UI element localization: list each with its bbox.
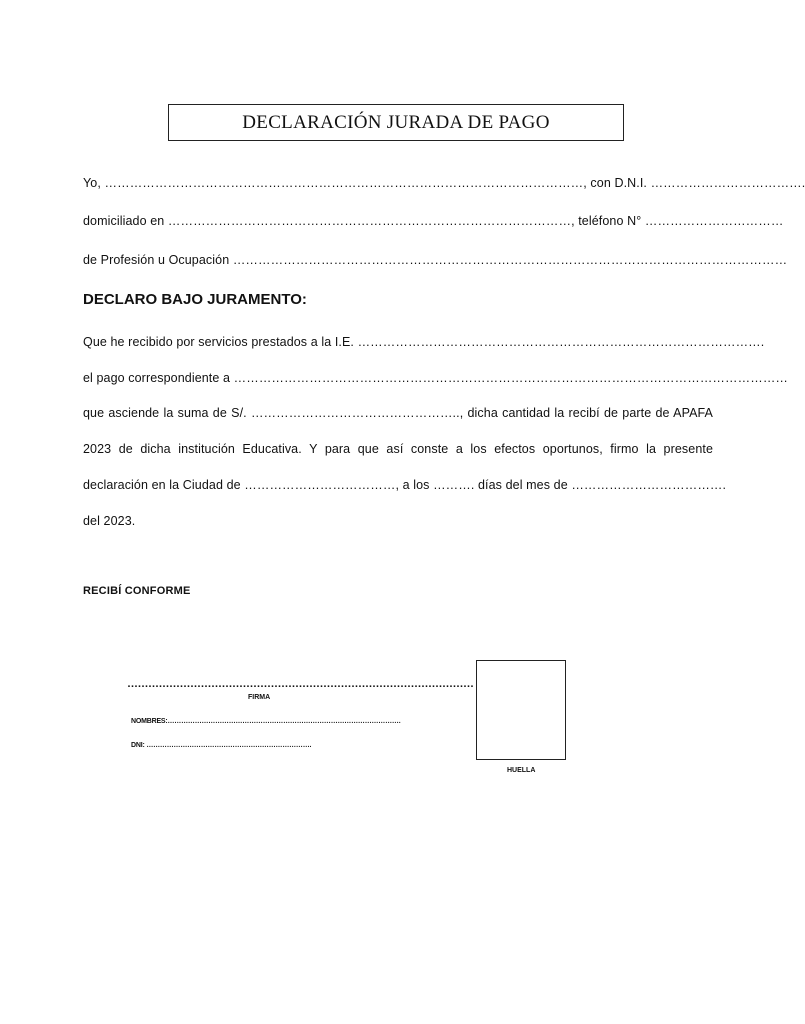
body-line-amount: que asciende la suma de S/. ………………………………………….., dicha cantidad la recibí de parte de APAFA <box>83 406 713 420</box>
body-line-payment: el pago correspondiente a …………………………………………………………………………………………………………………… <box>83 371 789 385</box>
fingerprint-box <box>476 660 566 760</box>
title-box <box>168 104 624 141</box>
document-title: DECLARACIÓN JURADA DE PAGO <box>242 111 550 133</box>
huella-label: HUELLA <box>507 767 536 774</box>
signature-line: ……………………………………………………………………………………… <box>127 678 474 690</box>
dni-field: DNI: ………………………………………………………………. <box>131 742 312 749</box>
intro-line-name-dni: Yo, ……………………………………………………………………………………………………, con D.N.I. ………………………………. <box>83 176 805 190</box>
intro-line-address-phone: domiciliado en ……………………………………………………………………………………, teléfono N° …………………………… <box>83 214 784 228</box>
firma-label: FIRMA <box>248 694 271 701</box>
intro-line-profession: de Profesión u Ocupación …………………………………………………………………………………………………………………… <box>83 253 788 267</box>
body-line-institution: 2023 de dicha institución Educativa. Y para que así conste a los efectos oportunos, firmo la presente <box>83 442 713 456</box>
declaration-heading: DECLARO BAJO JURAMENTO: <box>83 291 307 308</box>
body-line-city-date: declaración en la Ciudad de ………………………………, a los ………. días del mes de ………………………………. <box>83 478 727 492</box>
nombres-field: NOMBRES:…………………………………………………………………………………………. <box>131 718 401 725</box>
received-label: RECIBÍ CONFORME <box>83 585 191 597</box>
body-line-year: del 2023. <box>83 514 136 528</box>
body-line-services: Que he recibido por servicios prestados a la I.E. ……………………………………………………………………………………. <box>83 335 765 349</box>
